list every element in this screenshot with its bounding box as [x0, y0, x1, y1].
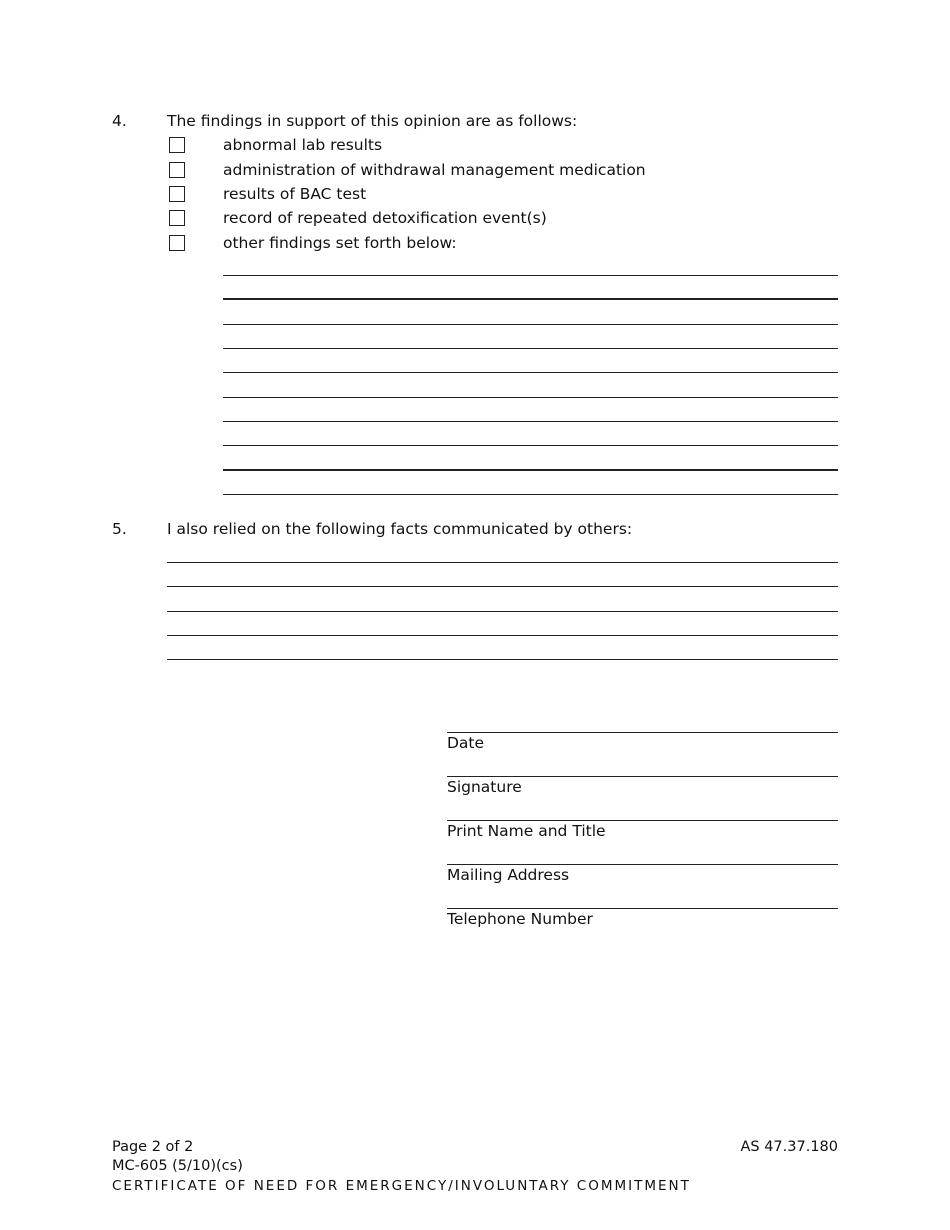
other-findings-line[interactable] — [223, 469, 838, 471]
mailing-address-label: Mailing Address — [447, 866, 570, 884]
option-label-bac-test: results of BAC test — [223, 185, 367, 203]
page-number: Page 2 of 2 — [112, 1139, 194, 1155]
signature-line[interactable] — [447, 776, 838, 777]
checkbox-bac-test[interactable] — [169, 186, 185, 202]
name-title-label: Print Name and Title — [447, 822, 606, 840]
section-5-heading: I also relied on the following facts communicated by others: — [167, 520, 633, 538]
option-label-withdrawal-medication: administration of withdrawal management medication — [223, 161, 646, 179]
signature-label: Signature — [447, 778, 522, 796]
other-findings-line[interactable] — [223, 445, 838, 446]
checkbox-abnormal-lab-results[interactable] — [169, 137, 185, 153]
mailing-address-line[interactable] — [447, 864, 838, 865]
facts-line[interactable] — [167, 586, 838, 587]
section-4-number: 4. — [112, 112, 127, 130]
checkbox-repeated-detox[interactable] — [169, 210, 185, 226]
other-findings-line[interactable] — [223, 324, 838, 325]
option-label-abnormal-lab-results: abnormal lab results — [223, 136, 383, 154]
section-4-heading: The findings in support of this opinion are as follows: — [167, 112, 578, 130]
statute-reference: AS 47.37.180 — [740, 1139, 838, 1155]
other-findings-line[interactable] — [223, 298, 838, 300]
facts-line[interactable] — [167, 635, 838, 636]
checkbox-withdrawal-medication[interactable] — [169, 162, 185, 178]
other-findings-line[interactable] — [223, 348, 838, 349]
form-title: CERTIFICATE OF NEED FOR EMERGENCY/INVOLUNTARY COMMITMENT — [112, 1178, 691, 1194]
checkbox-other-findings[interactable] — [169, 235, 185, 251]
option-label-repeated-detox: record of repeated detoxification event(s) — [223, 209, 547, 227]
other-findings-line[interactable] — [223, 275, 838, 276]
date-label: Date — [447, 734, 485, 752]
name-title-line[interactable] — [447, 820, 838, 821]
option-label-other-findings: other findings set forth below: — [223, 234, 457, 252]
facts-line[interactable] — [167, 562, 838, 563]
date-line[interactable] — [447, 732, 838, 733]
facts-line[interactable] — [167, 659, 838, 660]
facts-line[interactable] — [167, 611, 838, 612]
other-findings-line[interactable] — [223, 421, 838, 422]
form-code: MC-605 (5/10)(cs) — [112, 1158, 243, 1174]
other-findings-line[interactable] — [223, 397, 838, 398]
telephone-label: Telephone Number — [447, 910, 593, 928]
telephone-line[interactable] — [447, 908, 838, 909]
other-findings-line[interactable] — [223, 494, 838, 495]
other-findings-line[interactable] — [223, 372, 838, 373]
section-5-number: 5. — [112, 520, 127, 538]
